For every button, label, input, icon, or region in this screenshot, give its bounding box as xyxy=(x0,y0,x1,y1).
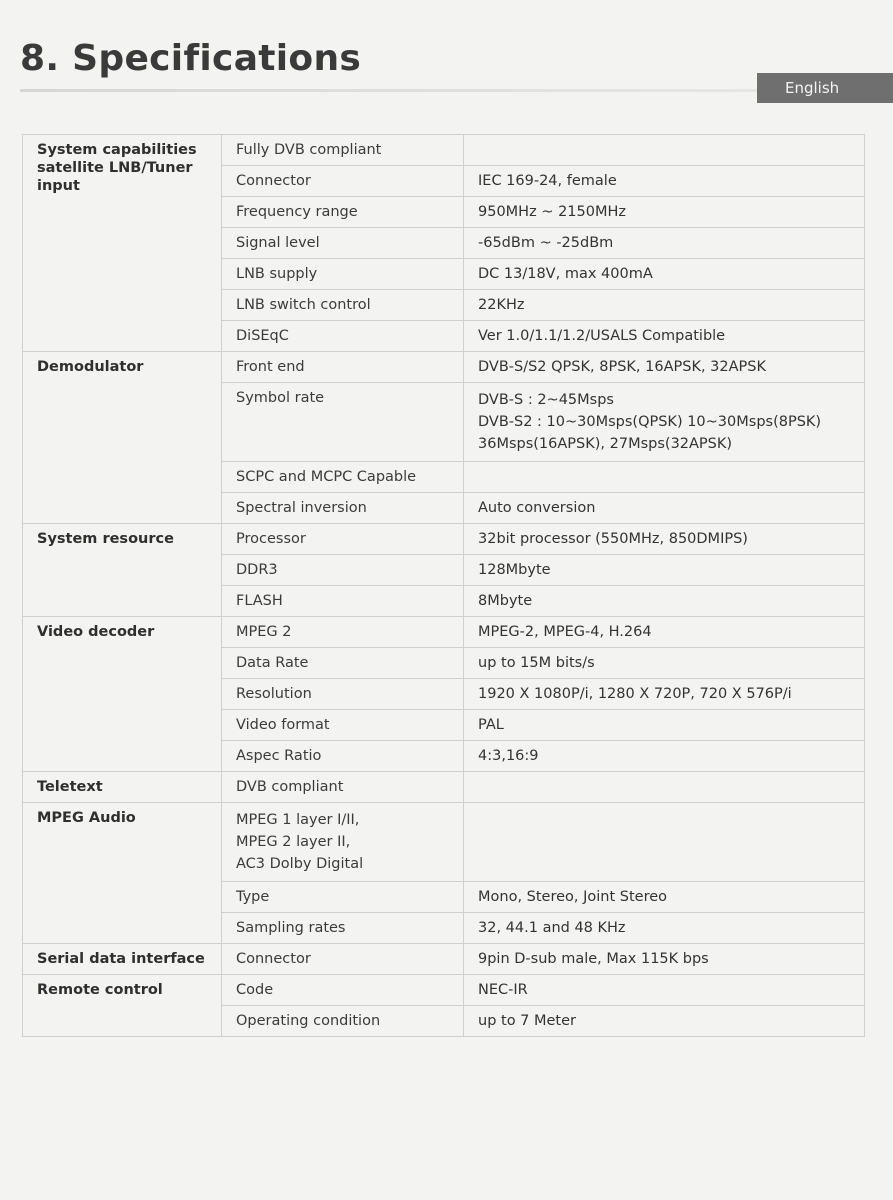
spec-category: MPEG Audio xyxy=(23,803,222,944)
spec-item: Video format xyxy=(222,710,464,741)
spec-value: 4:3,16:9 xyxy=(464,741,865,772)
table-row xyxy=(23,352,865,383)
spec-category: System resource xyxy=(23,524,222,617)
spec-category: System capabilities satellite LNB/Tuner input xyxy=(23,135,222,352)
page-title: 8. Specifications xyxy=(20,38,362,79)
spec-value: -65dBm ~ -25dBm xyxy=(464,228,865,259)
table-row xyxy=(23,803,865,882)
spec-value xyxy=(464,462,865,493)
spec-value: Auto conversion xyxy=(464,493,865,524)
spec-category: Serial data interface xyxy=(23,944,222,975)
spec-value: IEC 169-24, female xyxy=(464,166,865,197)
spec-item: Signal level xyxy=(222,228,464,259)
spec-item: SCPC and MCPC Capable xyxy=(222,462,464,493)
spec-category: Video decoder xyxy=(23,617,222,772)
spec-value: 36Msps(16APSK), 27Msps(32APSK) xyxy=(478,436,733,452)
spec-value: 950MHz ~ 2150MHz xyxy=(464,197,865,228)
spec-value-multiline xyxy=(464,383,865,462)
spec-item: DDR3 xyxy=(222,555,464,586)
spec-value: 32bit processor (550MHz, 850DMIPS) xyxy=(464,524,865,555)
table-row xyxy=(23,135,865,166)
spec-value: MPEG-2, MPEG-4, H.264 xyxy=(464,617,865,648)
spec-item: MPEG 1 layer I/II, xyxy=(236,812,360,828)
spec-value: 128Mbyte xyxy=(464,555,865,586)
language-tab: English xyxy=(757,73,893,103)
spec-item: AC3 Dolby Digital xyxy=(236,856,364,872)
spec-item: Aspec Ratio xyxy=(222,741,464,772)
spec-item: Connector xyxy=(222,944,464,975)
spec-value xyxy=(464,803,865,882)
spec-value: 1920 X 1080P/i, 1280 X 720P, 720 X 576P/i xyxy=(464,679,865,710)
specifications-table xyxy=(22,134,865,1037)
spec-value: up to 15M bits/s xyxy=(464,648,865,679)
spec-item: Resolution xyxy=(222,679,464,710)
table-row xyxy=(23,617,865,648)
table-row xyxy=(23,524,865,555)
spec-item: Sampling rates xyxy=(222,913,464,944)
spec-item-multiline xyxy=(222,803,464,882)
spec-item: DiSEqC xyxy=(222,321,464,352)
spec-item: Data Rate xyxy=(222,648,464,679)
table-row xyxy=(23,772,865,803)
table-row xyxy=(23,944,865,975)
spec-item: Fully DVB compliant xyxy=(222,135,464,166)
spec-value: 9pin D-sub male, Max 115K bps xyxy=(464,944,865,975)
spec-value: Mono, Stereo, Joint Stereo xyxy=(464,882,865,913)
spec-item: Frequency range xyxy=(222,197,464,228)
spec-item: Connector xyxy=(222,166,464,197)
spec-value: DVB-S : 2~45Msps xyxy=(478,392,614,408)
spec-value: 8Mbyte xyxy=(464,586,865,617)
spec-item: DVB compliant xyxy=(222,772,464,803)
spec-item: Operating condition xyxy=(222,1006,464,1037)
spec-item: Processor xyxy=(222,524,464,555)
spec-item: MPEG 2 layer II, xyxy=(236,834,351,850)
spec-category: Remote control xyxy=(23,975,222,1037)
spec-item: LNB switch control xyxy=(222,290,464,321)
spec-value xyxy=(464,772,865,803)
spec-item: Symbol rate xyxy=(222,383,464,462)
spec-item: MPEG 2 xyxy=(222,617,464,648)
spec-item: Type xyxy=(222,882,464,913)
spec-item: Code xyxy=(222,975,464,1006)
spec-category: Demodulator xyxy=(23,352,222,524)
title-divider xyxy=(20,89,760,92)
spec-category: Teletext xyxy=(23,772,222,803)
spec-value xyxy=(464,135,865,166)
spec-value: NEC-IR xyxy=(464,975,865,1006)
spec-item: Spectral inversion xyxy=(222,493,464,524)
table-row xyxy=(23,975,865,1006)
spec-item: Front end xyxy=(222,352,464,383)
spec-item: LNB supply xyxy=(222,259,464,290)
spec-value: DC 13/18V, max 400mA xyxy=(464,259,865,290)
spec-value: 32, 44.1 and 48 KHz xyxy=(464,913,865,944)
spec-value: up to 7 Meter xyxy=(464,1006,865,1037)
spec-value: Ver 1.0/1.1/1.2/USALS Compatible xyxy=(464,321,865,352)
spec-value: PAL xyxy=(464,710,865,741)
spec-value: 22KHz xyxy=(464,290,865,321)
spec-item: FLASH xyxy=(222,586,464,617)
spec-value: DVB-S2 : 10~30Msps(QPSK) 10~30Msps(8PSK) xyxy=(478,414,822,430)
spec-value: DVB-S/S2 QPSK, 8PSK, 16APSK, 32APSK xyxy=(464,352,865,383)
